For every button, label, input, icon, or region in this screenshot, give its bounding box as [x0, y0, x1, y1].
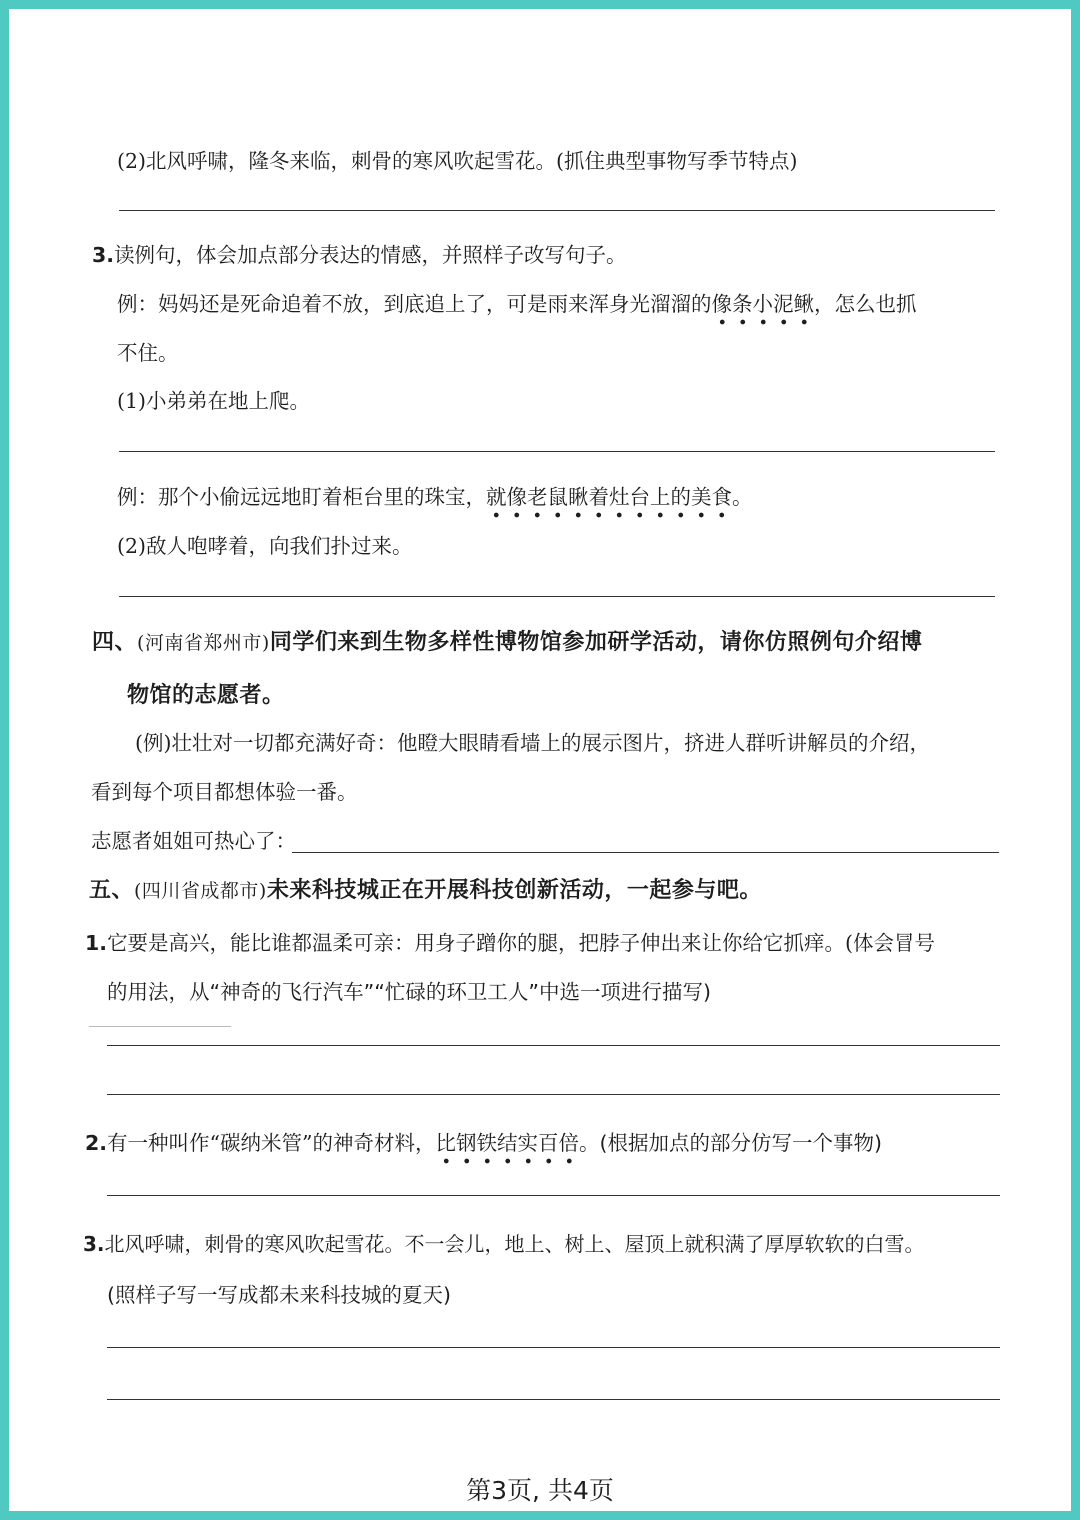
- question-item: (2)敌人咆哮着，向我们扑过来。: [117, 534, 413, 558]
- example-sentence: 例：那个小偷远远地盯着柜台里的珠宝，就像老鼠瞅着灶台上的美食。: [117, 483, 753, 511]
- page-footer: 第3页, 共4页: [466, 1476, 614, 1505]
- worksheet-page: [9, 9, 1071, 1511]
- section-4-title: 四、(河南省郑州市)同学们来到生物多样性博物馆参加研学活动，请你仿照例句介绍博: [92, 630, 923, 655]
- section-4-title-cont: 物馆的志愿者。: [127, 683, 285, 708]
- answer-line[interactable]: [107, 1399, 1000, 1400]
- question-3-cont: (照样子写一写成都未来科技城的夏天): [107, 1283, 451, 1307]
- question-item: (1)小弟弟在地上爬。: [117, 389, 311, 413]
- example-sentence-cont: 不住。: [117, 341, 179, 365]
- question-item: (2)北风呼啸，隆冬来临，刺骨的寒风吹起雪花。(抓住典型事物写季节特点): [117, 149, 798, 173]
- faint-line: [89, 1026, 231, 1027]
- example-sentence-cont: 看到每个项目都想体验一番。: [91, 780, 358, 804]
- question-number: 3.: [83, 1232, 105, 1256]
- answer-line[interactable]: [119, 596, 995, 597]
- question-number: 2.: [85, 1131, 108, 1155]
- question-number: 3.: [92, 243, 115, 267]
- emphasis-dotted-text: 像条小泥鳅: [712, 292, 815, 326]
- example-sentence: 例：妈妈还是死命追着不放，到底追上了，可是雨来浑身光溜溜的像条小泥鳅，怎么也抓: [117, 290, 917, 318]
- example-sentence: (例)壮壮对一切都充满好奇：他瞪大眼睛看墙上的展示图片，挤进人群听讲解员的介绍，: [135, 731, 930, 755]
- emphasis-dotted-text: 就像老鼠瞅着灶台上的美食: [486, 485, 732, 519]
- question-3: [92, 241, 627, 269]
- question-3: 3.北风呼啸，刺骨的寒风吹起雪花。不一会儿，地上、树上、屋顶上就积满了厚厚软软的白雪。: [83, 1232, 925, 1256]
- section-5-title: 五、(四川省成都市)未来科技城正在开展科技创新活动，一起参与吧。: [89, 878, 762, 903]
- answer-line[interactable]: [107, 1045, 1000, 1046]
- answer-line[interactable]: [107, 1094, 1000, 1095]
- emphasis-dotted-text: 比钢铁结实百倍: [436, 1131, 580, 1165]
- region-tag: (四川省成都市): [134, 880, 267, 902]
- question-1-cont: 的用法，从“神奇的飞行汽车”“忙碌的环卫工人”中选一项进行描写): [107, 980, 711, 1004]
- answer-prompt: 志愿者姐姐可热心了：: [91, 829, 296, 853]
- answer-line[interactable]: [107, 1195, 1000, 1196]
- question-number: 1.: [85, 931, 108, 955]
- answer-line[interactable]: [107, 1347, 1000, 1348]
- answer-line[interactable]: [292, 852, 999, 853]
- answer-line[interactable]: [119, 210, 995, 211]
- question-2: 2.有一种叫作“碳纳米管”的神奇材料，比钢铁结实百倍。(根据加点的部分仿写一个事物): [85, 1129, 882, 1157]
- question-instruction: 读例句，体会加点部分表达的情感，并照样子改写句子。: [114, 243, 627, 267]
- answer-line[interactable]: [119, 451, 995, 452]
- question-1: 1.它要是高兴，能比谁都温柔可亲：用身子蹭你的腿，把脖子伸出来让你给它抓痒。(体会冒号: [85, 931, 936, 955]
- region-tag: (河南省郑州市): [137, 632, 270, 654]
